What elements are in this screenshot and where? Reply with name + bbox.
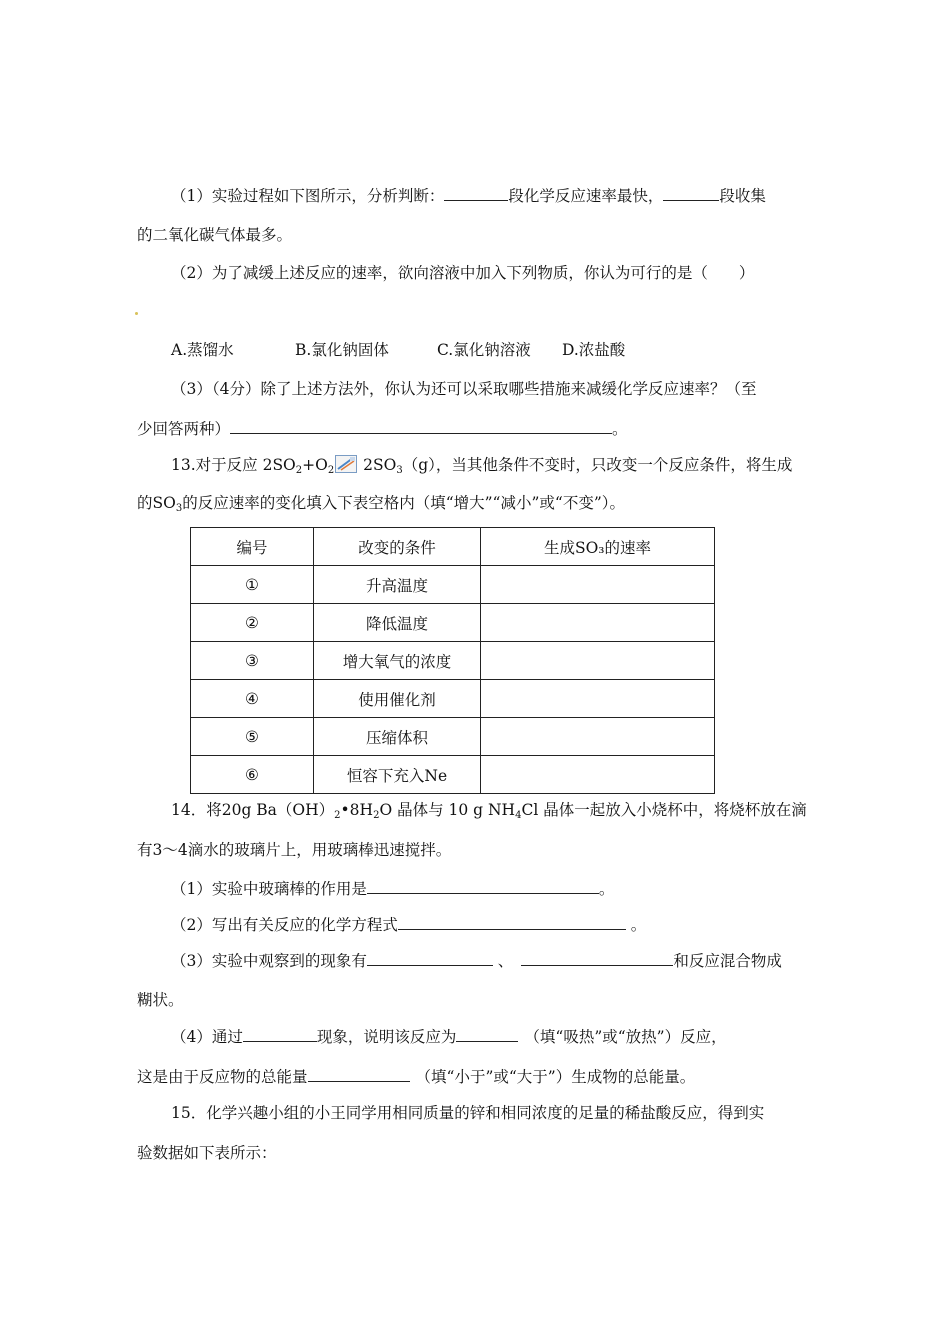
q14-sub3-text-c: 和反应混合物成 <box>673 952 782 970</box>
q12-part1-text-c: 段收集 <box>719 187 766 205</box>
rate-answer-cell[interactable] <box>481 566 715 604</box>
q14-sub3-line2: 糊状。 <box>137 991 184 1009</box>
q14-sub2-end: 。 <box>625 916 647 934</box>
subscript: 4 <box>515 810 522 821</box>
row-condition: 使用催化剂 <box>314 680 481 718</box>
q12-part1-text-a: （1）实验过程如下图所示，分析判断： <box>171 187 445 205</box>
answer-blank-glass-rod-role[interactable] <box>367 878 599 894</box>
subscript: 2 <box>295 465 303 476</box>
subscript: 3 <box>396 465 403 476</box>
q13-line2 <box>137 493 625 513</box>
row-number: ④ <box>191 680 314 718</box>
answer-blank-energy-compare[interactable] <box>308 1066 410 1082</box>
answer-blank-slowdown-measures[interactable] <box>230 418 612 434</box>
q13-text-f: 的反应速率的变化填入下表空格内（填“增大”“减小”或“不变”）。 <box>182 494 625 512</box>
table-row <box>191 718 715 756</box>
row-condition: 升高温度 <box>314 566 481 604</box>
answer-blank-most-gas-segment[interactable] <box>663 185 719 201</box>
q14-sub1-end: 。 <box>598 880 615 898</box>
reaction-rate-table <box>190 527 715 794</box>
row-number: ③ <box>191 642 314 680</box>
q14-sub3-line1 <box>171 950 782 971</box>
answer-blank-phenomenon[interactable] <box>243 1026 317 1042</box>
row-condition: 恒容下充入Ne <box>314 756 481 794</box>
q13-text-a: 13.对于反应 2SO <box>171 456 296 474</box>
rate-answer-cell[interactable] <box>481 718 715 756</box>
q14-text-a: 14．将20g Ba（OH） <box>171 801 335 819</box>
scan-artifact-dot <box>135 312 138 315</box>
row-condition: 降低温度 <box>314 604 481 642</box>
q14-line2: 有3～4滴水的玻璃片上，用玻璃棒迅速搅拌。 <box>137 841 452 859</box>
table-row <box>191 566 715 604</box>
option-d[interactable]: D.浓盐酸 <box>562 341 626 359</box>
q14-sub3-text-b: 、 <box>492 952 514 970</box>
answer-blank-phenomenon-2[interactable] <box>521 950 673 966</box>
answer-blank-phenomenon-1[interactable] <box>367 950 493 966</box>
subscript: 2 <box>327 465 335 476</box>
q15-line1: 15．化学兴趣小组的小王同学用相同质量的锌和相同浓度的足量的稀盐酸反应，得到实 <box>171 1104 765 1122</box>
q14-sub4-text-c: （填“吸热”或“放热”）反应， <box>524 1028 727 1046</box>
rate-answer-cell[interactable] <box>481 680 715 718</box>
row-number: ② <box>191 604 314 642</box>
table-header-row <box>191 528 715 566</box>
answer-blank-fastest-segment[interactable] <box>444 185 508 201</box>
q15-line2: 验数据如下表所示： <box>137 1144 277 1162</box>
row-condition: 压缩体积 <box>314 718 481 756</box>
q14-sub1 <box>171 878 614 899</box>
subscript: 2 <box>373 810 380 821</box>
q12-part3-end: 。 <box>612 420 628 438</box>
q12-options <box>171 340 625 360</box>
q14-sub2-text: （2）写出有关反应的化学方程式 <box>171 916 398 934</box>
row-number: ⑥ <box>191 756 314 794</box>
q12-part3-line1: （3）（4分）除了上述方法外，你认为还可以采取哪些措施来减缓化学反应速率？（至 <box>171 380 757 398</box>
q13-line1 <box>171 455 792 475</box>
table-row <box>191 756 715 794</box>
option-a[interactable]: A.蒸馏水 <box>171 341 234 359</box>
q12-part3-line2 <box>137 418 628 439</box>
q14-sub4-line1 <box>171 1026 727 1047</box>
q12-part3-text: 少回答两种） <box>137 420 231 438</box>
q14-sub3-text-a: （3）实验中观察到的现象有 <box>171 952 367 970</box>
answer-blank-equation[interactable] <box>398 914 626 930</box>
q12-part2-question: （2）为了减缓上述反应的速率，欲向溶液中加入下列物质，你认为可行的是（ ） <box>171 264 755 282</box>
q14-sub2 <box>171 914 646 935</box>
q14-text-c: O 晶体与 10 g NH <box>379 801 516 819</box>
subscript: 3 <box>175 503 183 514</box>
option-c[interactable]: C.氯化钠溶液 <box>437 341 531 359</box>
rate-answer-cell[interactable] <box>481 756 715 794</box>
q12-part1-line2: 的二氧化碳气体最多。 <box>137 226 293 244</box>
row-condition: 增大氧气的浓度 <box>314 642 481 680</box>
table-row <box>191 604 715 642</box>
reversible-arrow-icon <box>335 455 357 473</box>
q13-text-c: 2SO <box>358 456 397 474</box>
q12-part1-text-b: 段化学反应速率最快， <box>508 187 664 205</box>
q13-text-d: （g），当其他条件不变时，只改变一个反应条件，将生成 <box>402 456 793 474</box>
q14-line1 <box>171 800 807 820</box>
header-condition: 改变的条件 <box>314 528 481 566</box>
row-number: ① <box>191 566 314 604</box>
table-row <box>191 680 715 718</box>
row-number: ⑤ <box>191 718 314 756</box>
table-row <box>191 642 715 680</box>
q14-text-d: Cl 晶体一起放入小烧杯中，将烧杯放在滴 <box>521 801 807 819</box>
q14-sub4-line2 <box>137 1066 695 1087</box>
q13-text-e: 的SO <box>137 494 176 512</box>
header-rate: 生成SO₃的速率 <box>481 528 715 566</box>
subscript: 2 <box>334 810 341 821</box>
header-number: 编号 <box>191 528 314 566</box>
q14-sub4-text-d: 这是由于反应物的总能量 <box>137 1068 308 1086</box>
q14-sub4-text-e: （填“小于”或“大于”）生成物的总能量。 <box>415 1068 696 1086</box>
answer-blank-heat-type[interactable] <box>456 1026 518 1042</box>
q14-sub1-text: （1）实验中玻璃棒的作用是 <box>171 880 367 898</box>
rate-answer-cell[interactable] <box>481 642 715 680</box>
option-b[interactable]: B.氯化钠固体 <box>295 341 389 359</box>
q12-part1-line1 <box>171 185 766 206</box>
q14-text-b: •8H <box>340 801 374 819</box>
q14-sub4-text-a: （4）通过 <box>171 1028 243 1046</box>
rate-answer-cell[interactable] <box>481 604 715 642</box>
q13-text-b: +O <box>302 456 328 474</box>
q14-sub4-text-b: 现象，说明该反应为 <box>316 1028 457 1046</box>
